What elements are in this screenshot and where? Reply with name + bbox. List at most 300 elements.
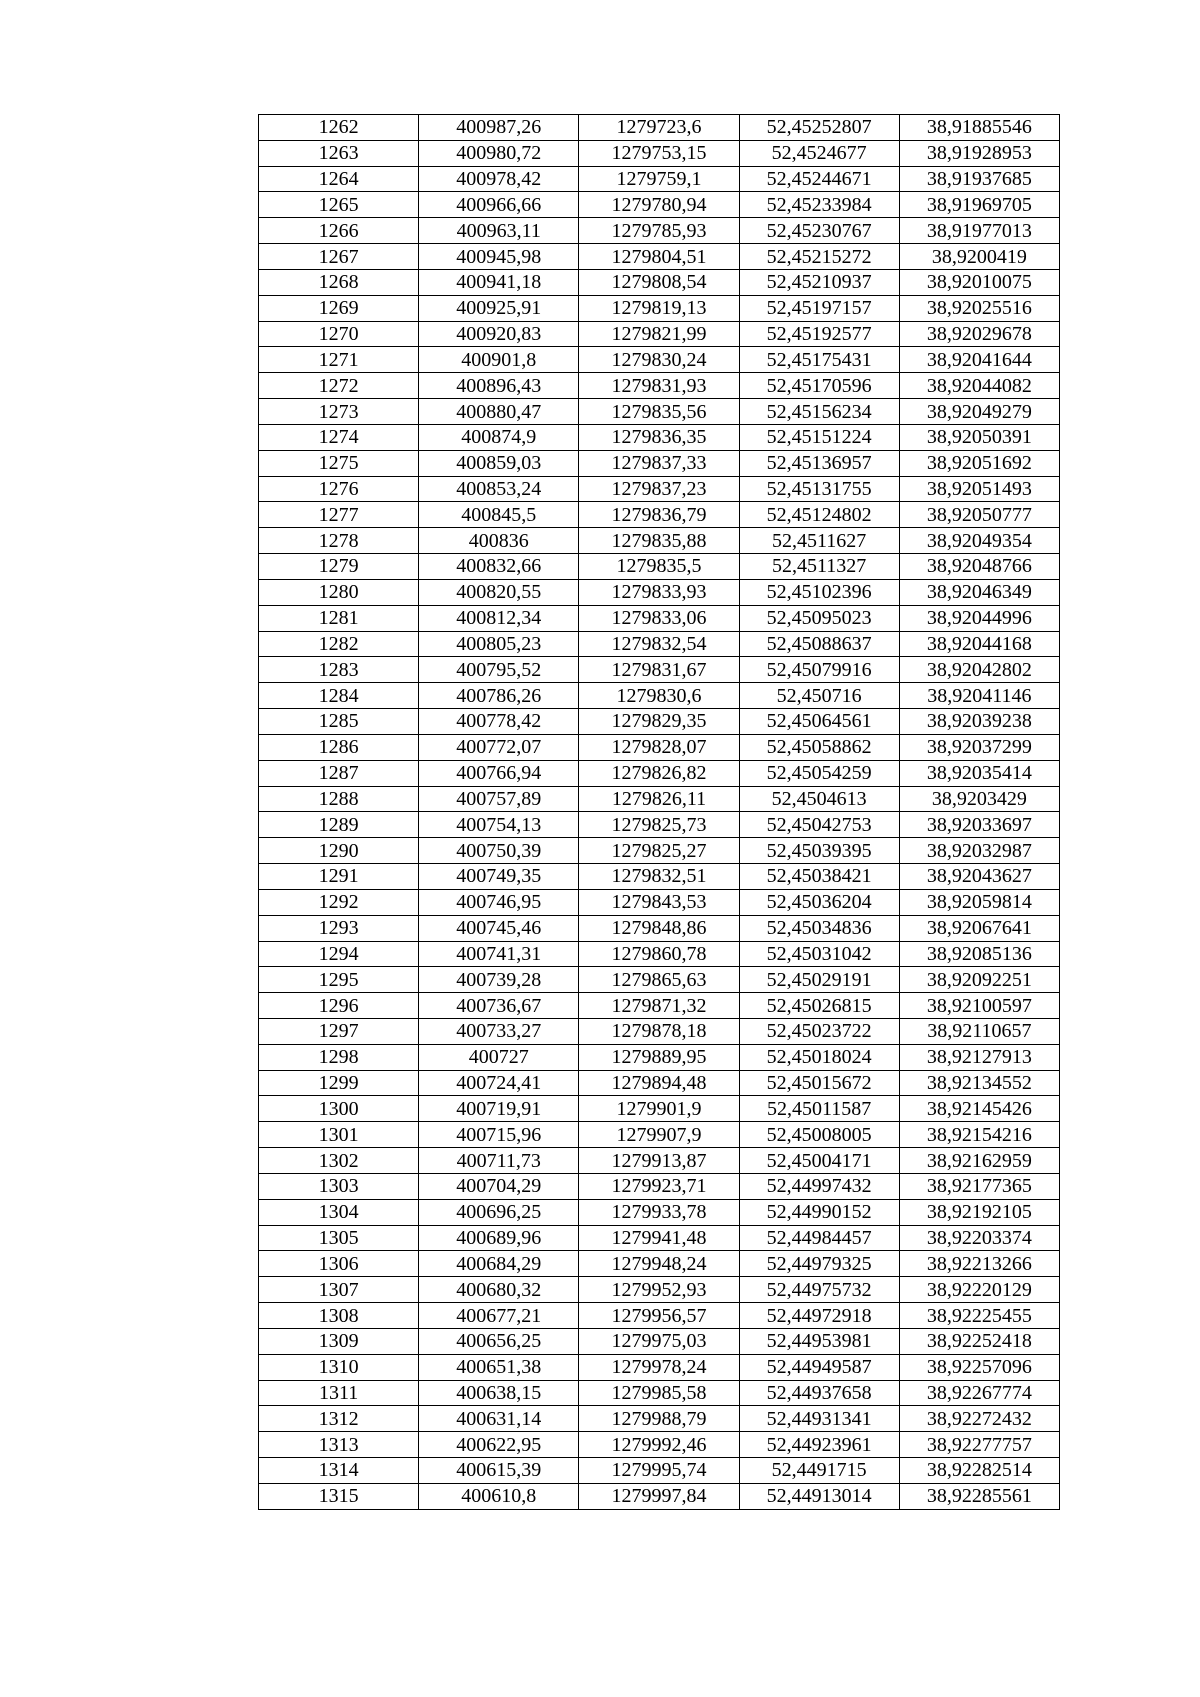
latitude-cell: 52,45004171 [739,1148,899,1174]
latitude-cell: 52,44990152 [739,1199,899,1225]
point-number-cell: 1315 [259,1483,419,1509]
y-coordinate-cell: 1279825,27 [579,838,739,864]
latitude-cell: 52,45026815 [739,993,899,1019]
point-number-cell: 1284 [259,683,419,709]
x-coordinate-cell: 400656,25 [419,1328,579,1354]
y-coordinate-cell: 1279833,06 [579,605,739,631]
point-number-cell: 1298 [259,1044,419,1070]
y-coordinate-cell: 1279941,48 [579,1225,739,1251]
latitude-cell: 52,45015672 [739,1070,899,1096]
latitude-cell: 52,44953981 [739,1328,899,1354]
longitude-cell: 38,92257096 [899,1354,1059,1380]
latitude-cell: 52,44975732 [739,1277,899,1303]
x-coordinate-cell: 400711,73 [419,1148,579,1174]
table-row [259,864,1060,890]
longitude-cell: 38,92277757 [899,1432,1059,1458]
table-row [259,1432,1060,1458]
longitude-cell: 38,92059814 [899,889,1059,915]
x-coordinate-cell: 400772,07 [419,734,579,760]
longitude-cell: 38,92044082 [899,373,1059,399]
longitude-cell: 38,92220129 [899,1277,1059,1303]
table-row [259,1044,1060,1070]
x-coordinate-cell: 400778,42 [419,709,579,735]
latitude-cell: 52,44937658 [739,1380,899,1406]
y-coordinate-cell: 1279913,87 [579,1148,739,1174]
longitude-cell: 38,92051692 [899,450,1059,476]
latitude-cell: 52,45039395 [739,838,899,864]
table-row [259,1070,1060,1096]
table-row [259,1122,1060,1148]
longitude-cell: 38,92110657 [899,1018,1059,1044]
y-coordinate-cell: 1279723,6 [579,115,739,141]
point-number-cell: 1268 [259,269,419,295]
latitude-cell: 52,44949587 [739,1354,899,1380]
point-number-cell: 1306 [259,1251,419,1277]
table-row [259,140,1060,166]
point-number-cell: 1297 [259,1018,419,1044]
x-coordinate-cell: 400980,72 [419,140,579,166]
longitude-cell: 38,92042802 [899,657,1059,683]
latitude-cell: 52,45064561 [739,709,899,735]
y-coordinate-cell: 1279837,23 [579,476,739,502]
longitude-cell: 38,91928953 [899,140,1059,166]
longitude-cell: 38,92213266 [899,1251,1059,1277]
point-number-cell: 1265 [259,192,419,218]
longitude-cell: 38,92177365 [899,1173,1059,1199]
point-number-cell: 1287 [259,760,419,786]
table-row [259,1483,1060,1509]
table-row [259,915,1060,941]
y-coordinate-cell: 1279992,46 [579,1432,739,1458]
y-coordinate-cell: 1279848,86 [579,915,739,941]
table-row [259,1328,1060,1354]
longitude-cell: 38,92048766 [899,554,1059,580]
table-row [259,760,1060,786]
longitude-cell: 38,92044168 [899,631,1059,657]
x-coordinate-cell: 400945,98 [419,244,579,270]
table-row [259,321,1060,347]
table-row [259,399,1060,425]
y-coordinate-cell: 1279933,78 [579,1199,739,1225]
table-row [259,1303,1060,1329]
longitude-cell: 38,92203374 [899,1225,1059,1251]
x-coordinate-cell: 400677,21 [419,1303,579,1329]
longitude-cell: 38,92033697 [899,812,1059,838]
latitude-cell: 52,45233984 [739,192,899,218]
longitude-cell: 38,92192105 [899,1199,1059,1225]
y-coordinate-cell: 1279923,71 [579,1173,739,1199]
y-coordinate-cell: 1279988,79 [579,1406,739,1432]
y-coordinate-cell: 1279901,9 [579,1096,739,1122]
x-coordinate-cell: 400749,35 [419,864,579,890]
table-row [259,476,1060,502]
y-coordinate-cell: 1279830,6 [579,683,739,709]
longitude-cell: 38,9203429 [899,786,1059,812]
table-row [259,812,1060,838]
table-row [259,1406,1060,1432]
y-coordinate-cell: 1279948,24 [579,1251,739,1277]
latitude-cell: 52,45210937 [739,269,899,295]
latitude-cell: 52,45175431 [739,347,899,373]
table-row [259,709,1060,735]
table-row [259,1096,1060,1122]
table-row [259,554,1060,580]
latitude-cell: 52,45042753 [739,812,899,838]
x-coordinate-cell: 400733,27 [419,1018,579,1044]
latitude-cell: 52,45054259 [739,760,899,786]
latitude-cell: 52,45038421 [739,864,899,890]
x-coordinate-cell: 400845,5 [419,502,579,528]
point-number-cell: 1269 [259,295,419,321]
longitude-cell: 38,92046349 [899,579,1059,605]
table-row [259,1458,1060,1484]
y-coordinate-cell: 1279821,99 [579,321,739,347]
x-coordinate-cell: 400715,96 [419,1122,579,1148]
point-number-cell: 1313 [259,1432,419,1458]
table-row [259,115,1060,141]
y-coordinate-cell: 1279878,18 [579,1018,739,1044]
longitude-cell: 38,92029678 [899,321,1059,347]
latitude-cell: 52,45102396 [739,579,899,605]
latitude-cell: 52,45036204 [739,889,899,915]
y-coordinate-cell: 1279833,93 [579,579,739,605]
latitude-cell: 52,45029191 [739,967,899,993]
table-row [259,786,1060,812]
point-number-cell: 1311 [259,1380,419,1406]
point-number-cell: 1312 [259,1406,419,1432]
longitude-cell: 38,92035414 [899,760,1059,786]
latitude-cell: 52,4524677 [739,140,899,166]
x-coordinate-cell: 400704,29 [419,1173,579,1199]
y-coordinate-cell: 1279831,67 [579,657,739,683]
point-number-cell: 1303 [259,1173,419,1199]
point-number-cell: 1276 [259,476,419,502]
latitude-cell: 52,45252807 [739,115,899,141]
longitude-cell: 38,92282514 [899,1458,1059,1484]
point-number-cell: 1304 [259,1199,419,1225]
table-row [259,838,1060,864]
table-row [259,993,1060,1019]
x-coordinate-cell: 400820,55 [419,579,579,605]
latitude-cell: 52,45230767 [739,218,899,244]
x-coordinate-cell: 400736,67 [419,993,579,1019]
point-number-cell: 1281 [259,605,419,631]
y-coordinate-cell: 1279952,93 [579,1277,739,1303]
x-coordinate-cell: 400805,23 [419,631,579,657]
point-number-cell: 1299 [259,1070,419,1096]
x-coordinate-cell: 400941,18 [419,269,579,295]
longitude-cell: 38,91937685 [899,166,1059,192]
table-row [259,683,1060,709]
table-row [259,450,1060,476]
y-coordinate-cell: 1279956,57 [579,1303,739,1329]
x-coordinate-cell: 400920,83 [419,321,579,347]
table-row [259,579,1060,605]
longitude-cell: 38,92267774 [899,1380,1059,1406]
x-coordinate-cell: 400966,66 [419,192,579,218]
y-coordinate-cell: 1279894,48 [579,1070,739,1096]
x-coordinate-cell: 400739,28 [419,967,579,993]
x-coordinate-cell: 400795,52 [419,657,579,683]
table-row [259,1354,1060,1380]
latitude-cell: 52,44972918 [739,1303,899,1329]
table-row [259,166,1060,192]
longitude-cell: 38,92049279 [899,399,1059,425]
y-coordinate-cell: 1279826,82 [579,760,739,786]
x-coordinate-cell: 400901,8 [419,347,579,373]
latitude-cell: 52,45136957 [739,450,899,476]
y-coordinate-cell: 1279808,54 [579,269,739,295]
longitude-cell: 38,92051493 [899,476,1059,502]
x-coordinate-cell: 400615,39 [419,1458,579,1484]
point-number-cell: 1266 [259,218,419,244]
y-coordinate-cell: 1279907,9 [579,1122,739,1148]
point-number-cell: 1271 [259,347,419,373]
point-number-cell: 1307 [259,1277,419,1303]
latitude-cell: 52,45008005 [739,1122,899,1148]
table-row [259,889,1060,915]
x-coordinate-cell: 400880,47 [419,399,579,425]
point-number-cell: 1278 [259,528,419,554]
coordinates-table-body [259,115,1060,1510]
point-number-cell: 1279 [259,554,419,580]
longitude-cell: 38,92032987 [899,838,1059,864]
y-coordinate-cell: 1279826,11 [579,786,739,812]
longitude-cell: 38,92041644 [899,347,1059,373]
y-coordinate-cell: 1279804,51 [579,244,739,270]
y-coordinate-cell: 1279836,35 [579,424,739,450]
y-coordinate-cell: 1279835,88 [579,528,739,554]
x-coordinate-cell: 400745,46 [419,915,579,941]
y-coordinate-cell: 1279832,51 [579,864,739,890]
y-coordinate-cell: 1279829,35 [579,709,739,735]
point-number-cell: 1308 [259,1303,419,1329]
point-number-cell: 1300 [259,1096,419,1122]
x-coordinate-cell: 400696,25 [419,1199,579,1225]
point-number-cell: 1280 [259,579,419,605]
point-number-cell: 1292 [259,889,419,915]
point-number-cell: 1288 [259,786,419,812]
point-number-cell: 1302 [259,1148,419,1174]
y-coordinate-cell: 1279865,63 [579,967,739,993]
y-coordinate-cell: 1279831,93 [579,373,739,399]
latitude-cell: 52,45151224 [739,424,899,450]
x-coordinate-cell: 400874,9 [419,424,579,450]
longitude-cell: 38,92010075 [899,269,1059,295]
longitude-cell: 38,92025516 [899,295,1059,321]
longitude-cell: 38,92272432 [899,1406,1059,1432]
x-coordinate-cell: 400832,66 [419,554,579,580]
point-number-cell: 1310 [259,1354,419,1380]
latitude-cell: 52,4511627 [739,528,899,554]
longitude-cell: 38,92134552 [899,1070,1059,1096]
longitude-cell: 38,91977013 [899,218,1059,244]
latitude-cell: 52,45124802 [739,502,899,528]
table-row [259,528,1060,554]
longitude-cell: 38,92162959 [899,1148,1059,1174]
x-coordinate-cell: 400622,95 [419,1432,579,1458]
longitude-cell: 38,91885546 [899,115,1059,141]
coordinates-table [258,114,1060,1510]
point-number-cell: 1264 [259,166,419,192]
x-coordinate-cell: 400836 [419,528,579,554]
point-number-cell: 1293 [259,915,419,941]
x-coordinate-cell: 400746,95 [419,889,579,915]
table-row [259,192,1060,218]
latitude-cell: 52,45131755 [739,476,899,502]
table-row [259,605,1060,631]
longitude-cell: 38,92225455 [899,1303,1059,1329]
latitude-cell: 52,44923961 [739,1432,899,1458]
latitude-cell: 52,45197157 [739,295,899,321]
latitude-cell: 52,4504613 [739,786,899,812]
y-coordinate-cell: 1279825,73 [579,812,739,838]
point-number-cell: 1285 [259,709,419,735]
longitude-cell: 38,91969705 [899,192,1059,218]
latitude-cell: 52,44997432 [739,1173,899,1199]
x-coordinate-cell: 400638,15 [419,1380,579,1406]
y-coordinate-cell: 1279828,07 [579,734,739,760]
table-row [259,1380,1060,1406]
table-row [259,631,1060,657]
latitude-cell: 52,45034836 [739,915,899,941]
x-coordinate-cell: 400786,26 [419,683,579,709]
longitude-cell: 38,9200419 [899,244,1059,270]
table-row [259,1148,1060,1174]
point-number-cell: 1309 [259,1328,419,1354]
x-coordinate-cell: 400610,8 [419,1483,579,1509]
latitude-cell: 52,4491715 [739,1458,899,1484]
table-row [259,347,1060,373]
x-coordinate-cell: 400978,42 [419,166,579,192]
y-coordinate-cell: 1279975,03 [579,1328,739,1354]
table-row [259,941,1060,967]
latitude-cell: 52,45170596 [739,373,899,399]
point-number-cell: 1275 [259,450,419,476]
point-number-cell: 1295 [259,967,419,993]
table-row [259,657,1060,683]
table-row [259,734,1060,760]
table-row [259,295,1060,321]
longitude-cell: 38,92145426 [899,1096,1059,1122]
latitude-cell: 52,44984457 [739,1225,899,1251]
longitude-cell: 38,92039238 [899,709,1059,735]
y-coordinate-cell: 1279830,24 [579,347,739,373]
point-number-cell: 1274 [259,424,419,450]
x-coordinate-cell: 400631,14 [419,1406,579,1432]
table-row [259,424,1060,450]
longitude-cell: 38,92037299 [899,734,1059,760]
point-number-cell: 1273 [259,399,419,425]
y-coordinate-cell: 1279759,1 [579,166,739,192]
y-coordinate-cell: 1279995,74 [579,1458,739,1484]
latitude-cell: 52,45018024 [739,1044,899,1070]
point-number-cell: 1277 [259,502,419,528]
y-coordinate-cell: 1279997,84 [579,1483,739,1509]
x-coordinate-cell: 400689,96 [419,1225,579,1251]
latitude-cell: 52,45079916 [739,657,899,683]
latitude-cell: 52,45031042 [739,941,899,967]
y-coordinate-cell: 1279835,56 [579,399,739,425]
table-row [259,1225,1060,1251]
latitude-cell: 52,45058862 [739,734,899,760]
point-number-cell: 1286 [259,734,419,760]
longitude-cell: 38,92100597 [899,993,1059,1019]
x-coordinate-cell: 400741,31 [419,941,579,967]
table-row [259,244,1060,270]
latitude-cell: 52,4511327 [739,554,899,580]
point-number-cell: 1291 [259,864,419,890]
table-row [259,1277,1060,1303]
x-coordinate-cell: 400925,91 [419,295,579,321]
latitude-cell: 52,45192577 [739,321,899,347]
latitude-cell: 52,45244671 [739,166,899,192]
x-coordinate-cell: 400859,03 [419,450,579,476]
latitude-cell: 52,44913014 [739,1483,899,1509]
latitude-cell: 52,45095023 [739,605,899,631]
table-row [259,269,1060,295]
y-coordinate-cell: 1279860,78 [579,941,739,967]
y-coordinate-cell: 1279835,5 [579,554,739,580]
latitude-cell: 52,44931341 [739,1406,899,1432]
table-row [259,1199,1060,1225]
x-coordinate-cell: 400766,94 [419,760,579,786]
table-row [259,1173,1060,1199]
point-number-cell: 1263 [259,140,419,166]
point-number-cell: 1314 [259,1458,419,1484]
table-row [259,218,1060,244]
point-number-cell: 1301 [259,1122,419,1148]
x-coordinate-cell: 400853,24 [419,476,579,502]
longitude-cell: 38,92050391 [899,424,1059,450]
point-number-cell: 1305 [259,1225,419,1251]
point-number-cell: 1272 [259,373,419,399]
x-coordinate-cell: 400812,34 [419,605,579,631]
point-number-cell: 1289 [259,812,419,838]
x-coordinate-cell: 400750,39 [419,838,579,864]
y-coordinate-cell: 1279836,79 [579,502,739,528]
y-coordinate-cell: 1279837,33 [579,450,739,476]
point-number-cell: 1282 [259,631,419,657]
y-coordinate-cell: 1279985,58 [579,1380,739,1406]
x-coordinate-cell: 400896,43 [419,373,579,399]
latitude-cell: 52,45215272 [739,244,899,270]
x-coordinate-cell: 400987,26 [419,115,579,141]
latitude-cell: 52,45023722 [739,1018,899,1044]
latitude-cell: 52,45156234 [739,399,899,425]
latitude-cell: 52,450716 [739,683,899,709]
y-coordinate-cell: 1279753,15 [579,140,739,166]
latitude-cell: 52,44979325 [739,1251,899,1277]
table-row [259,967,1060,993]
point-number-cell: 1270 [259,321,419,347]
x-coordinate-cell: 400719,91 [419,1096,579,1122]
longitude-cell: 38,92050777 [899,502,1059,528]
point-number-cell: 1283 [259,657,419,683]
longitude-cell: 38,92043627 [899,864,1059,890]
y-coordinate-cell: 1279780,94 [579,192,739,218]
table-row [259,1251,1060,1277]
y-coordinate-cell: 1279843,53 [579,889,739,915]
y-coordinate-cell: 1279832,54 [579,631,739,657]
y-coordinate-cell: 1279819,13 [579,295,739,321]
y-coordinate-cell: 1279871,32 [579,993,739,1019]
y-coordinate-cell: 1279978,24 [579,1354,739,1380]
longitude-cell: 38,92252418 [899,1328,1059,1354]
latitude-cell: 52,45011587 [739,1096,899,1122]
point-number-cell: 1267 [259,244,419,270]
point-number-cell: 1262 [259,115,419,141]
